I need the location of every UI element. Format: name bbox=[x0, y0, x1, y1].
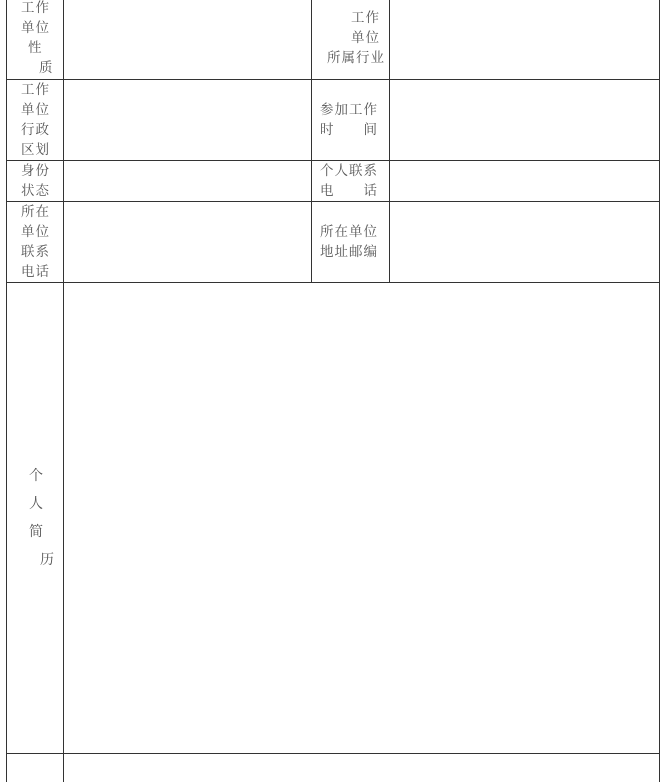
work-unit-industry-field[interactable] bbox=[390, 0, 660, 79]
work-unit-nature-field[interactable] bbox=[64, 0, 311, 79]
label-line: 单位 bbox=[351, 30, 380, 46]
label-line: 单位 bbox=[21, 20, 50, 36]
label-line: 单位 bbox=[21, 224, 50, 240]
label-line: 所属行业 bbox=[327, 50, 385, 66]
label-unit-address-postcode bbox=[311, 222, 389, 262]
label-line: 地址邮编 bbox=[320, 244, 378, 260]
label-identity-status bbox=[7, 161, 63, 201]
label-line: 所在单位 bbox=[320, 224, 378, 240]
label-line: 个人联系 bbox=[320, 163, 378, 179]
label-line: 简 bbox=[29, 524, 43, 540]
label-line: 单位 bbox=[21, 102, 50, 118]
label-line: 工作 bbox=[21, 82, 50, 98]
personal-resume-field[interactable] bbox=[64, 283, 660, 753]
label-personal-phone bbox=[311, 161, 389, 201]
next-row-field[interactable] bbox=[64, 754, 660, 782]
label-line: 历 bbox=[40, 552, 54, 568]
label-line: 电 话 bbox=[320, 183, 378, 199]
label-personal-resume bbox=[7, 462, 63, 574]
label-line: 身份 bbox=[21, 163, 50, 179]
personal-phone-field[interactable] bbox=[390, 161, 660, 201]
label-line: 性 bbox=[28, 40, 43, 56]
label-line: 参加工作 bbox=[320, 102, 378, 118]
work-unit-admin-division-field[interactable] bbox=[64, 80, 311, 160]
label-line: 人 bbox=[29, 496, 43, 512]
label-line: 联系 bbox=[21, 244, 50, 260]
label-work-start-time bbox=[311, 100, 389, 140]
label-line: 所在 bbox=[21, 204, 50, 220]
application-form-table bbox=[6, 0, 660, 782]
unit-address-postcode-field[interactable] bbox=[390, 202, 660, 282]
label-line: 时 间 bbox=[320, 122, 378, 138]
label-work-unit-admin-division bbox=[7, 80, 63, 160]
label-work-unit-industry bbox=[311, 8, 389, 68]
label-line: 质 bbox=[39, 60, 54, 76]
label-line: 区划 bbox=[21, 142, 50, 158]
label-line: 电话 bbox=[21, 264, 50, 280]
label-line: 工作 bbox=[21, 0, 50, 16]
identity-status-field[interactable] bbox=[64, 161, 311, 201]
label-line: 工作 bbox=[351, 10, 380, 26]
work-start-time-field[interactable] bbox=[390, 80, 660, 160]
label-work-unit-nature bbox=[7, 0, 63, 78]
label-unit-contact-phone bbox=[7, 202, 63, 282]
label-line: 行政 bbox=[21, 122, 50, 138]
label-line: 状态 bbox=[21, 183, 50, 199]
label-line: 个 bbox=[29, 468, 43, 484]
unit-contact-phone-field[interactable] bbox=[64, 202, 311, 282]
